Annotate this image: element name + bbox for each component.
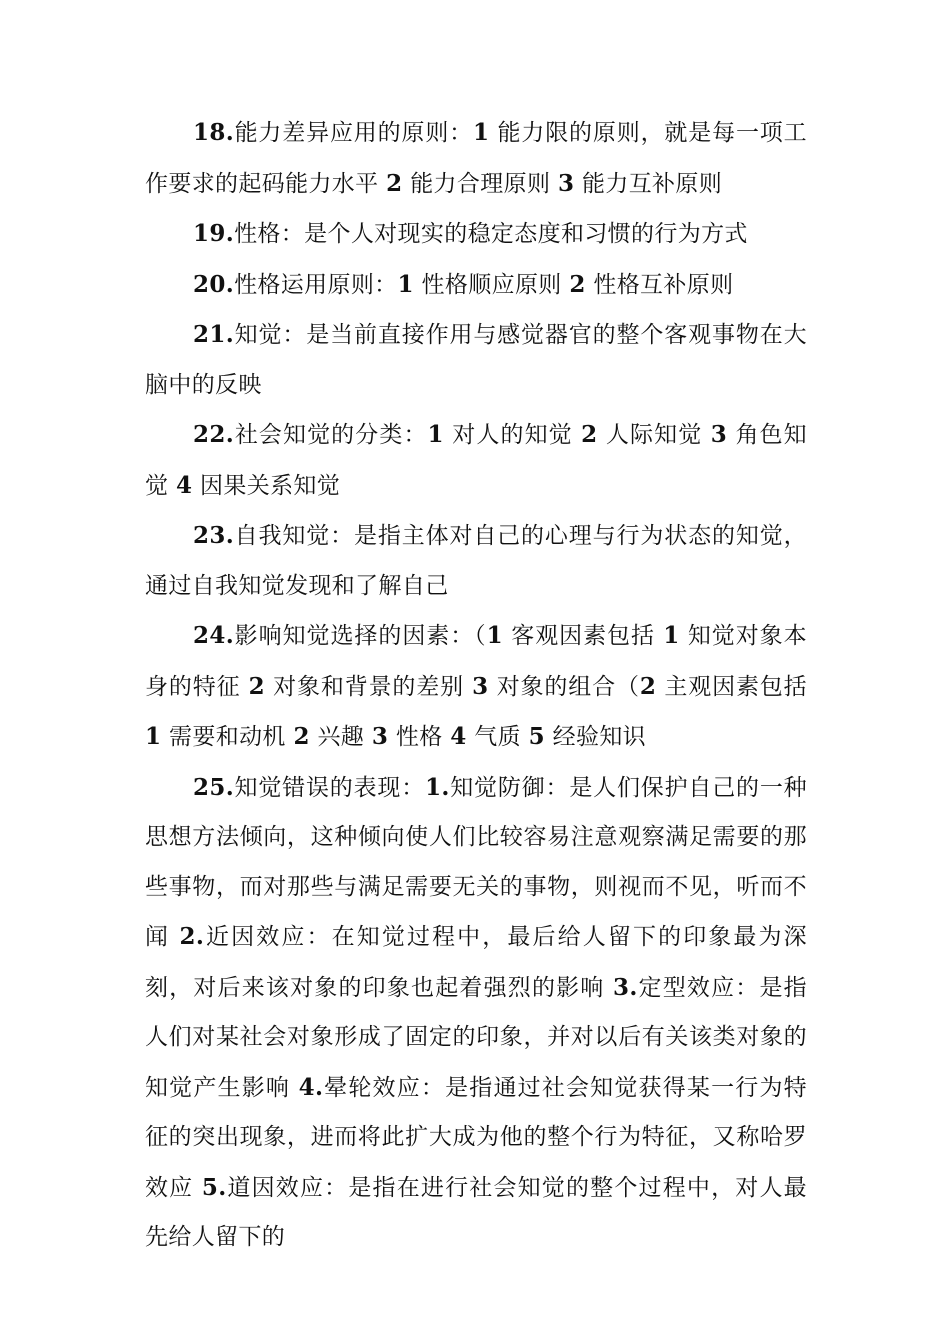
item-number: 1 bbox=[486, 622, 503, 649]
paragraph-text: 定型效应：是指人们对某社会对象形成了固定的印象，并对以后有关该类对象的知觉产生影响 bbox=[145, 974, 808, 1101]
paragraph-text: 需要和动机 bbox=[161, 724, 294, 750]
paragraph-text: 知觉错误的表现： bbox=[234, 774, 426, 801]
item-number: 3 bbox=[472, 672, 489, 700]
item-number: 18. bbox=[193, 119, 235, 146]
paragraph-text: 性格 bbox=[388, 724, 451, 750]
paragraph-text: 人际知觉 bbox=[597, 422, 711, 448]
paragraph-text: 性格顺应原则 bbox=[413, 271, 570, 298]
paragraph bbox=[145, 260, 807, 311]
paragraph bbox=[145, 763, 807, 1263]
paragraph-text: 影响知觉选择的因素：（ bbox=[234, 623, 487, 649]
paragraph-text: 对人的知觉 bbox=[443, 422, 582, 448]
item-number: 2 bbox=[293, 723, 310, 750]
paragraph bbox=[145, 108, 807, 209]
paragraph-text: 主观因素包括 bbox=[656, 673, 808, 700]
item-number: 21. bbox=[193, 321, 235, 348]
item-number: 2 bbox=[248, 672, 265, 700]
item-number: 1 bbox=[473, 119, 490, 146]
paragraph-text: 知觉：是当前直接作用与感觉器官的整个客观事物在大脑中的反映 bbox=[145, 322, 807, 398]
paragraph-text: 近因效应：在知觉过程中，最后给人留下的印象最为深刻，对后来该对象的印象也起着强烈的影响 bbox=[145, 924, 807, 1001]
item-number: 1 bbox=[397, 270, 414, 298]
item-number: 4. bbox=[298, 1073, 324, 1101]
item-number: 22. bbox=[193, 421, 235, 448]
item-number: 4 bbox=[450, 723, 467, 750]
item-number: 24. bbox=[193, 622, 235, 649]
paragraph-text: 能力限的原则，就是每一项工作要求的起码能力水平 bbox=[145, 120, 808, 197]
item-number: 5 bbox=[528, 723, 545, 750]
paragraph-text: 道因效应：是指在进行社会知觉的整个过程中，对人最先给人留下的 bbox=[145, 1174, 807, 1250]
paragraph-text: 对象的组合（ bbox=[488, 673, 640, 700]
item-number: 3 bbox=[557, 169, 575, 197]
item-number: 1 bbox=[145, 723, 162, 750]
paragraph-text: 因果关系知觉 bbox=[192, 472, 341, 499]
item-number: 2 bbox=[386, 169, 403, 197]
item-number: 3 bbox=[710, 421, 728, 448]
item-number: 1 bbox=[663, 622, 680, 649]
paragraph-text: 晕轮效应：是指通过社会知觉获得某一行为特征的突出现象，进而将此扩大成为他的整个行为特征，又称哈罗效应 bbox=[145, 1074, 808, 1201]
paragraph-text: 角色知觉 bbox=[145, 422, 807, 499]
item-number: 1 bbox=[427, 421, 444, 448]
paragraph bbox=[145, 410, 807, 511]
item-number: 2 bbox=[569, 270, 586, 298]
item-number: 3 bbox=[371, 723, 389, 750]
paragraph bbox=[145, 511, 807, 611]
item-number: 5. bbox=[201, 1173, 227, 1201]
item-number: 25. bbox=[193, 773, 235, 801]
item-number: 2. bbox=[179, 923, 205, 950]
paragraph-text: 客观因素包括 bbox=[502, 623, 664, 649]
paragraph-text: 知觉对象本身的特征 bbox=[145, 623, 807, 700]
paragraph-text: 自我知觉：是指主体对自己的心理与行为状态的知觉，通过自我知觉发现和了解自己 bbox=[145, 523, 807, 599]
paragraph-text: 能力合理原则 bbox=[402, 170, 558, 197]
paragraph-text: 性格运用原则： bbox=[234, 271, 398, 298]
paragraph-text: 能力互补原则 bbox=[574, 170, 723, 197]
paragraph-text: 性格互补原则 bbox=[585, 271, 734, 298]
item-number: 20. bbox=[193, 270, 235, 298]
item-number: 3. bbox=[613, 973, 638, 1001]
paragraph-text: 能力差异应用的原则： bbox=[234, 120, 474, 146]
paragraph-text: 知觉防御：是人们保护自己的一种思想方法倾向，这种倾向使人们比较容易注意观察满足需要的那些事物，而对那些与满足需要无关的事物，则视而不见，听而不闻 bbox=[145, 774, 807, 950]
item-number: 1. bbox=[425, 773, 450, 801]
paragraph bbox=[145, 611, 807, 763]
paragraph-text: 社会知觉的分类： bbox=[234, 422, 428, 448]
paragraph-text: 性格：是个人对现实的稳定态度和习惯的行为方式 bbox=[234, 221, 748, 247]
item-number: 19. bbox=[193, 220, 235, 247]
paragraph-text: 兴趣 bbox=[309, 724, 372, 750]
document-body bbox=[145, 108, 807, 1263]
item-number: 2 bbox=[639, 672, 657, 700]
item-number: 4 bbox=[176, 471, 193, 499]
item-number: 2 bbox=[581, 421, 598, 448]
paragraph bbox=[145, 310, 807, 410]
paragraph-text: 经验知识 bbox=[544, 724, 647, 750]
paragraph-text: 对象和背景的差别 bbox=[264, 673, 473, 700]
item-number: 23. bbox=[193, 522, 235, 549]
paragraph-text: 气质 bbox=[466, 724, 529, 750]
paragraph bbox=[145, 209, 807, 260]
